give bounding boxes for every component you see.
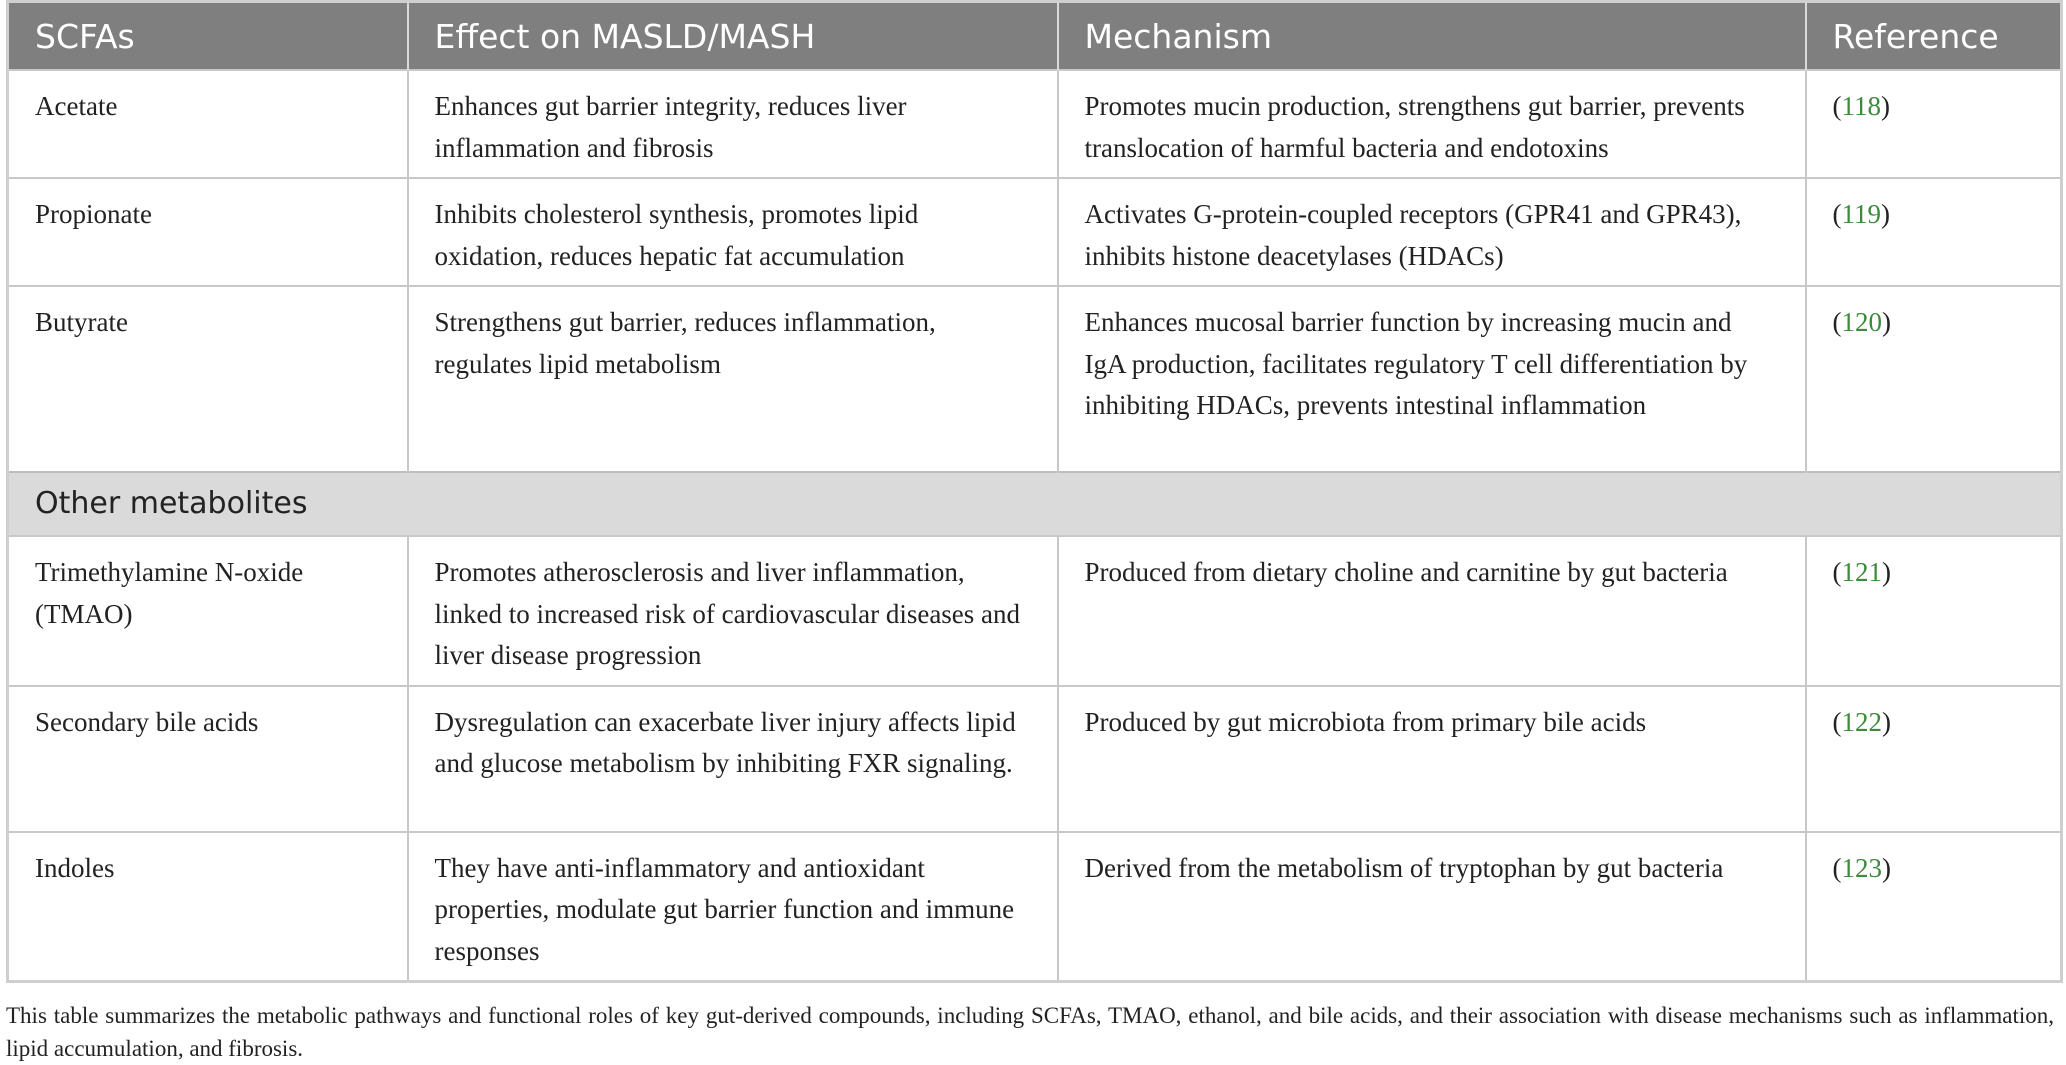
table-row [8, 832, 2062, 982]
reference-link[interactable]: 122 [1841, 706, 1882, 737]
compound-cell: Acetate [8, 70, 408, 178]
table-footnote: This table summarizes the metabolic pathways and functional roles of key gut-derived compounds, including SCFAs, TMAO, ethanol, and bile acids, and their association with disease mechanisms such as inflammation, lipid accumulation, and fibrosis. [6, 1003, 2054, 1061]
header-mechanism: Mechanism [1058, 2, 1806, 71]
mechanism-cell: Produced by gut microbiota from primary bile acids [1058, 686, 1806, 832]
header-effect: Effect on MASLD/MASH [408, 2, 1058, 71]
effect-cell: Strengthens gut barrier, reduces inflammation, regulates lipid metabolism [408, 286, 1058, 472]
reference-link[interactable]: 118 [1841, 91, 1881, 121]
header-reference: Reference [1806, 2, 2062, 71]
table-container [6, 0, 2060, 983]
effect-cell: Enhances gut barrier integrity, reduces liver inflammation and fibrosis [408, 70, 1058, 178]
header-scfas: SCFAs [8, 2, 408, 71]
reference-link[interactable]: 120 [1841, 307, 1882, 337]
effect-cell: Promotes atherosclerosis and liver inflammation, linked to increased risk of cardiovascular diseases and liver disease progression [408, 536, 1058, 686]
mechanism-cell: Produced from dietary choline and carnitine by gut bacteria [1058, 536, 1806, 686]
reference-cell: (119) [1806, 178, 2062, 286]
compound-cell: Indoles [8, 832, 408, 982]
effect-cell: Inhibits cholesterol synthesis, promotes lipid oxidation, reduces hepatic fat accumulation [408, 178, 1058, 286]
mechanism-cell: Derived from the metabolism of tryptophan by gut bacteria [1058, 832, 1806, 982]
compound-cell: Butyrate [8, 286, 408, 472]
table-row [8, 536, 2062, 686]
reference-link[interactable]: 119 [1841, 199, 1881, 229]
mechanism-cell: Promotes mucin production, strengthens gut barrier, prevents translocation of harmful bacteria and endotoxins [1058, 70, 1806, 178]
table-row [8, 70, 2062, 178]
mechanism-cell: Enhances mucosal barrier function by increasing mucin and IgA production, facilitates regulatory T cell differentiation by inhibiting HDACs, prevents intestinal inflammation [1058, 286, 1806, 472]
reference-cell: (118) [1806, 70, 2062, 178]
section-row [8, 472, 2062, 536]
header-row [8, 2, 2062, 71]
reference-cell: (123) [1806, 832, 2062, 982]
compound-cell: Propionate [8, 178, 408, 286]
mechanism-cell: Activates G-protein-coupled receptors (GPR41 and GPR43), inhibits histone deacetylases (HDACs) [1058, 178, 1806, 286]
table-row [8, 178, 2062, 286]
effect-cell: They have anti-inflammatory and antioxidant properties, modulate gut barrier function and immune responses [408, 832, 1058, 982]
compound-cell: Trimethylamine N-oxide (TMAO) [8, 536, 408, 686]
table-row [8, 286, 2062, 472]
reference-cell: (121) [1806, 536, 2062, 686]
reference-link[interactable]: 121 [1841, 557, 1882, 587]
metabolites-table [6, 0, 2063, 983]
table-row [8, 686, 2062, 832]
section-label: Other metabolites [8, 472, 2062, 536]
reference-cell: (120) [1806, 286, 2062, 472]
compound-cell: Secondary bile acids [8, 686, 408, 832]
reference-cell: (122) [1806, 686, 2062, 832]
effect-cell: Dysregulation can exacerbate liver injury affects lipid and glucose metabolism by inhibiting FXR signaling. [408, 686, 1058, 832]
reference-link[interactable]: 123 [1841, 852, 1882, 883]
